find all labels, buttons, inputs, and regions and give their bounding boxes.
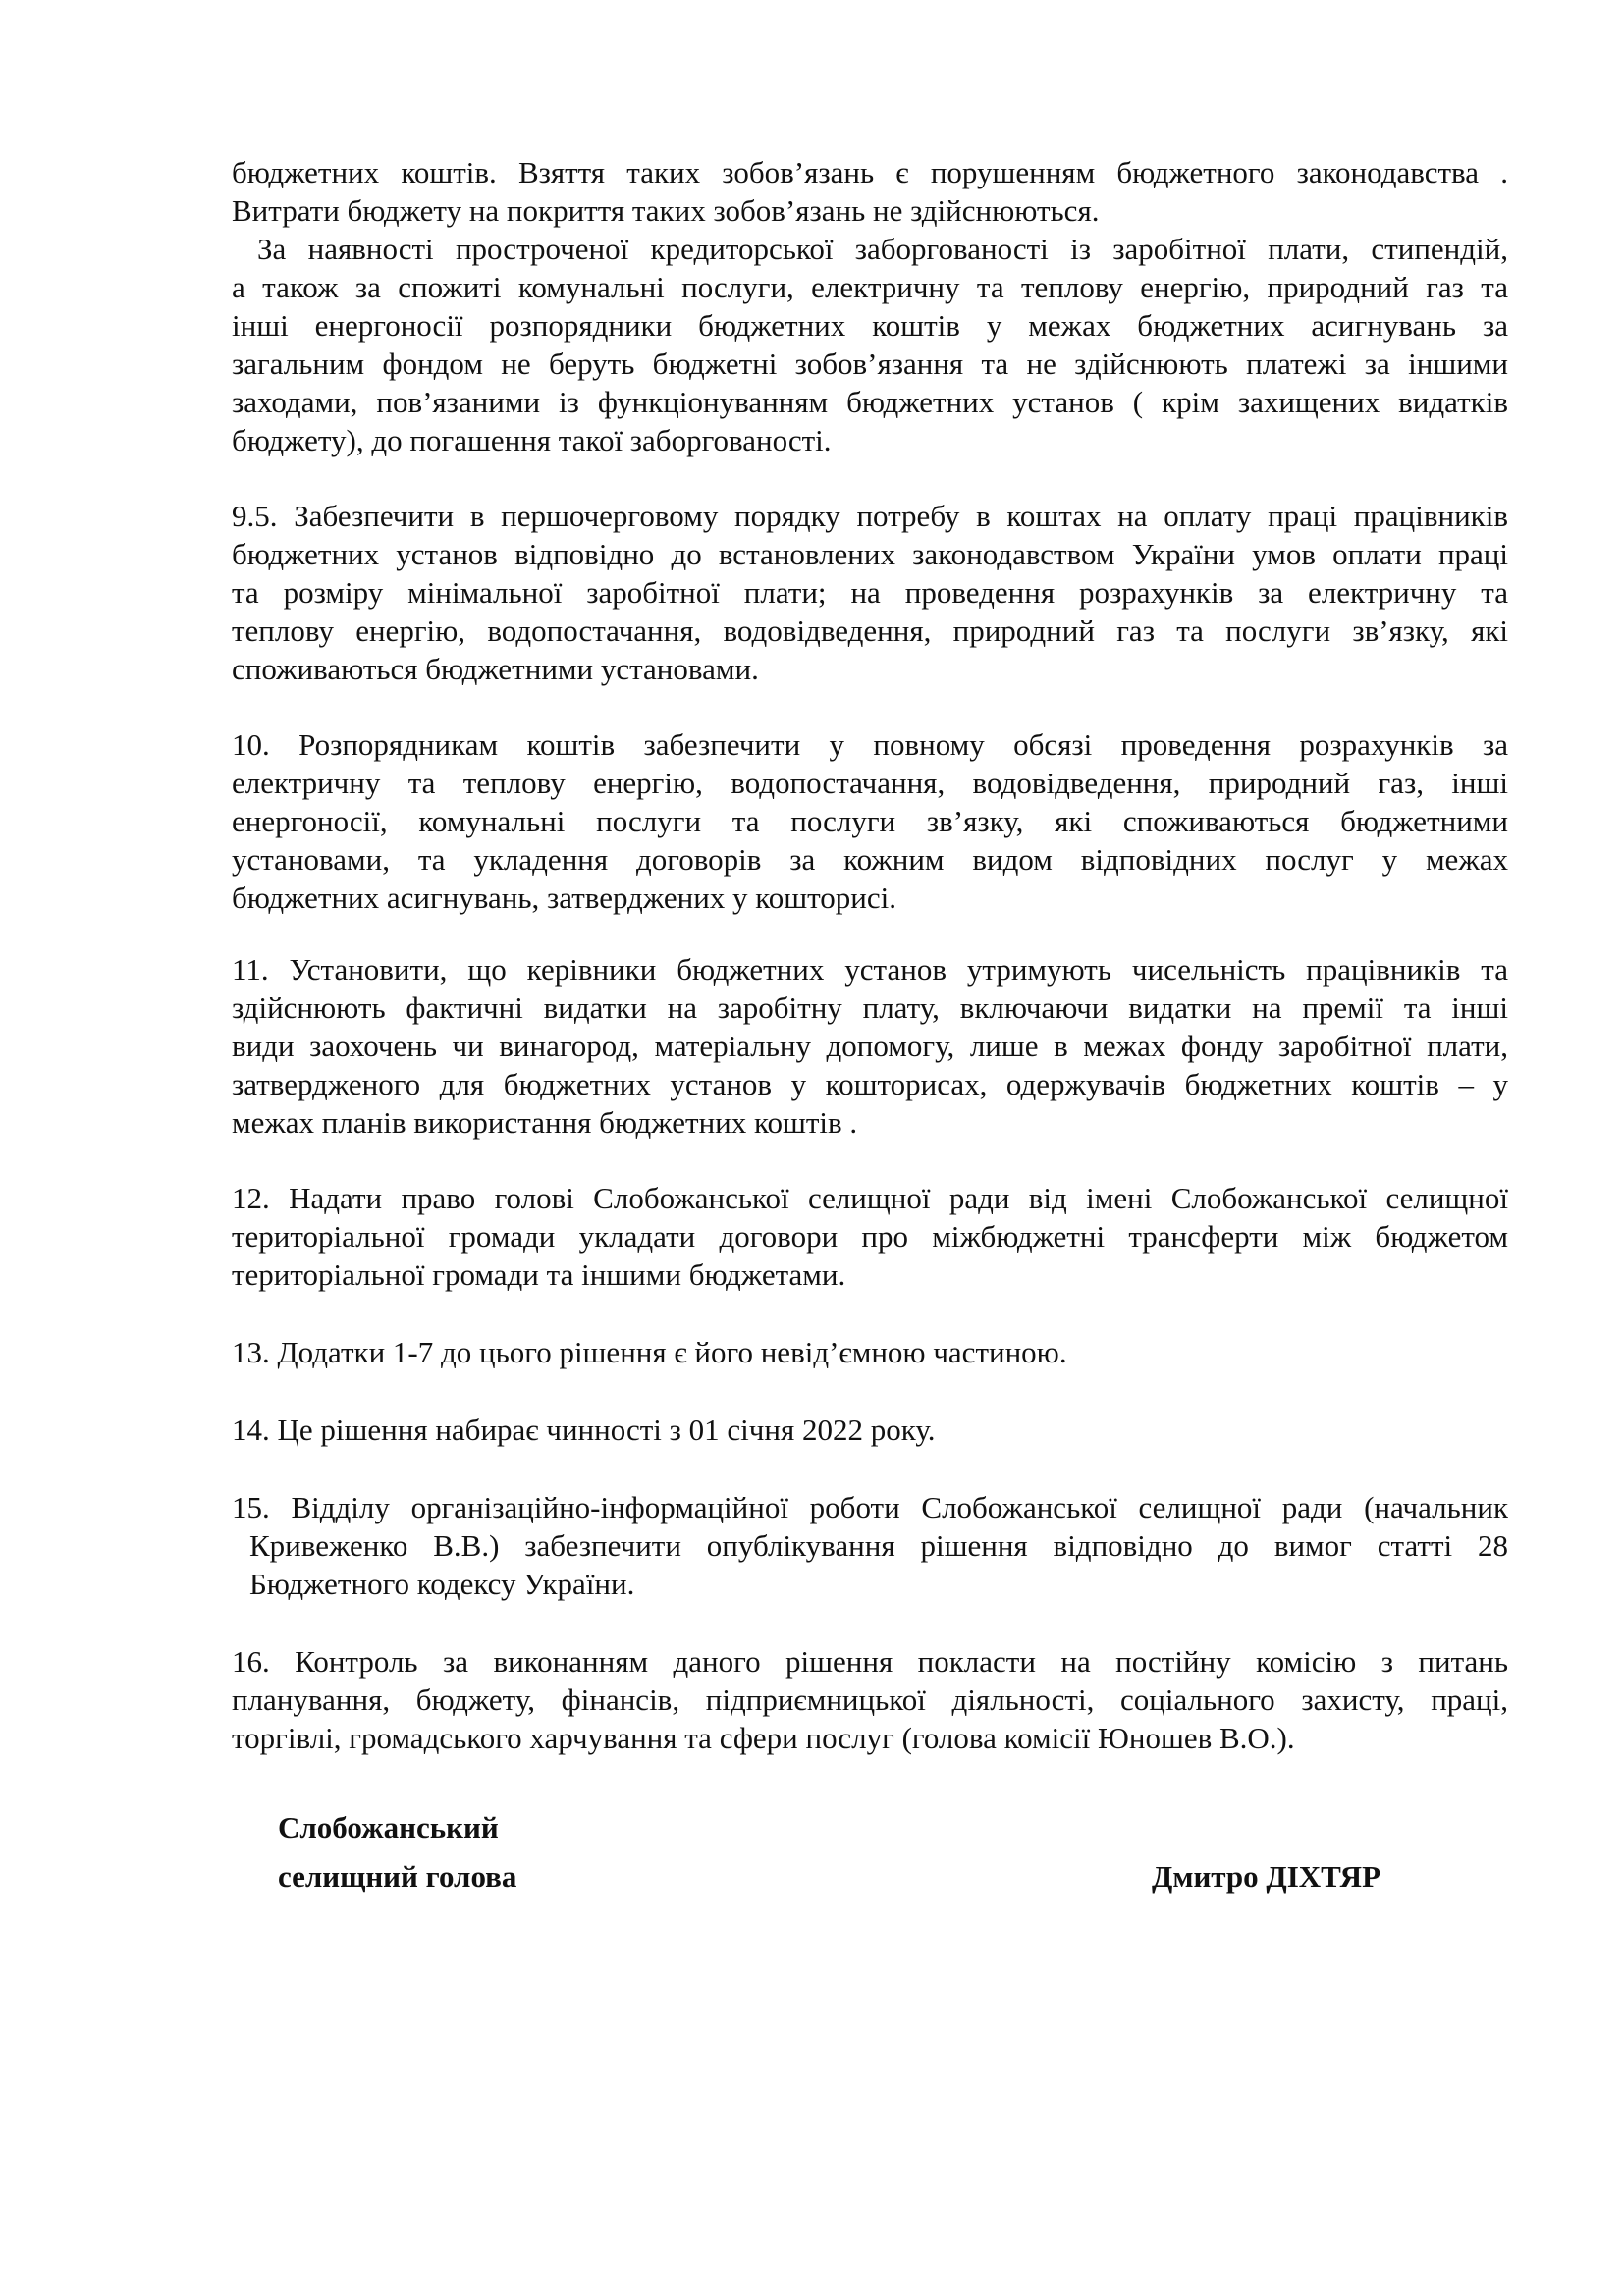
signature-title-line-2: селищний голова	[278, 1859, 517, 1894]
text-line: територіальної громади укладати договори про міжбюджетні трансферти між бюджетом	[232, 1219, 1508, 1254]
text-line: електричну та теплову енергію, водопостачання, водовідведення, природний газ, інші	[232, 766, 1508, 800]
text-line: бюджетних коштів. Взяття таких зобов’язань є порушенням бюджетного законодавства .	[232, 155, 1508, 189]
paragraph-11	[232, 950, 1508, 1142]
text-line: торгівлі, громадського харчування та сфери послуг (голова комісії Юношев В.О.).	[232, 1721, 1295, 1755]
text-line: та розміру мінімальної заробітної плати; на проведення розрахунків за електричну та	[232, 575, 1508, 610]
text-line: а також за спожиті комунальні послуги, електричну та теплову енергію, природний газ та	[232, 270, 1508, 304]
signature-title	[278, 1803, 516, 1901]
text-line: територіальної громади та іншими бюджетами.	[232, 1257, 846, 1292]
text-line: 15. Відділу організаційно-інформаційної роботи Слобожанської селищної ради (начальник	[232, 1490, 1508, 1524]
text-line: 12. Надати право голові Слобожанської селищної ради від імені Слобожанської селищної	[232, 1181, 1508, 1215]
text-line: теплову енергію, водопостачання, водовідведення, природний газ та послуги зв’язку, які	[232, 614, 1508, 648]
text-line: інші енергоносії розпорядники бюджетних коштів у межах бюджетних асигнувань за	[232, 308, 1508, 343]
text-line: 13. Додатки 1-7 до цього рішення є його невід’ємною частиною.	[232, 1335, 1067, 1369]
paragraph-1	[232, 153, 1508, 230]
paragraph-14	[232, 1411, 1508, 1449]
text-line: планування, бюджету, фінансів, підприємницької діяльності, соціального захисту, праці,	[232, 1682, 1508, 1717]
text-line: затвердженого для бюджетних установ у кошторисах, одержувачів бюджетних коштів – у	[232, 1067, 1508, 1101]
signature-title-line-1: Слобожанський	[278, 1810, 499, 1844]
text-line: енергоносії, комунальні послуги та послуги зв’язку, які споживаються бюджетними	[232, 804, 1508, 838]
text-line: За наявності простроченої кредиторської заборгованості із заробітної плати, стипендій,	[257, 232, 1508, 266]
paragraph-13	[232, 1333, 1508, 1371]
text-line: бюджетних установ відповідно до встановлених законодавством України умов оплати праці	[232, 537, 1508, 571]
text-line: 11. Установити, що керівники бюджетних установ утримують чисельність працівників та	[232, 952, 1508, 987]
text-line: Бюджетного кодексу України.	[249, 1567, 635, 1601]
text-line: бюджету), до погашення такої заборгованості.	[232, 423, 832, 457]
text-line: заходами, пов’язаними із функціонуванням бюджетних установ ( крім захищених видатків	[232, 385, 1508, 419]
text-line: здійснюють фактичні видатки на заробітну плату, включаючи видатки на премії та інші	[232, 990, 1508, 1025]
text-line: Кривеженко В.В.) забезпечити опублікування рішення відповідно до вимог статті 28	[249, 1528, 1508, 1563]
text-line: бюджетних асигнувань, затверджених у кошторисі.	[232, 881, 896, 915]
paragraph-2	[232, 230, 1508, 459]
text-line: загальним фондом не беруть бюджетні зобов’язання та не здійснюють платежі за іншими	[232, 347, 1508, 381]
paragraph-10	[232, 725, 1508, 917]
paragraph-12	[232, 1179, 1508, 1294]
text-line: 16. Контроль за виконанням даного рішення покласти на постійну комісію з питань	[232, 1644, 1508, 1679]
text-line: споживаються бюджетними установами.	[232, 652, 759, 686]
text-line: 14. Це рішення набирає чинності з 01 січня 2022 року.	[232, 1413, 936, 1447]
document-page	[232, 153, 1508, 1757]
text-line: установами, та укладення договорів за кожним видом відповідних послуг у межах	[232, 842, 1508, 877]
paragraph-16	[232, 1642, 1508, 1757]
text-line: 10. Розпорядникам коштів забезпечити у повному обсязі проведення розрахунків за	[232, 727, 1508, 762]
text-line: Витрати бюджету на покриття таких зобов’язань не здійснюються.	[232, 193, 1100, 228]
signature-name: Дмитро ДІХТЯР	[1152, 1859, 1380, 1894]
text-line: межах планів використання бюджетних коштів .	[232, 1105, 858, 1140]
text-line: види заохочень чи винагород, матеріальну допомогу, лише в межах фонду заробітної плати,	[232, 1029, 1508, 1063]
text-line: 9.5. Забезпечити в першочерговому порядку потребу в коштах на оплату праці працівників	[232, 499, 1508, 533]
paragraph-15	[232, 1488, 1508, 1603]
paragraph-9-5	[232, 497, 1508, 688]
